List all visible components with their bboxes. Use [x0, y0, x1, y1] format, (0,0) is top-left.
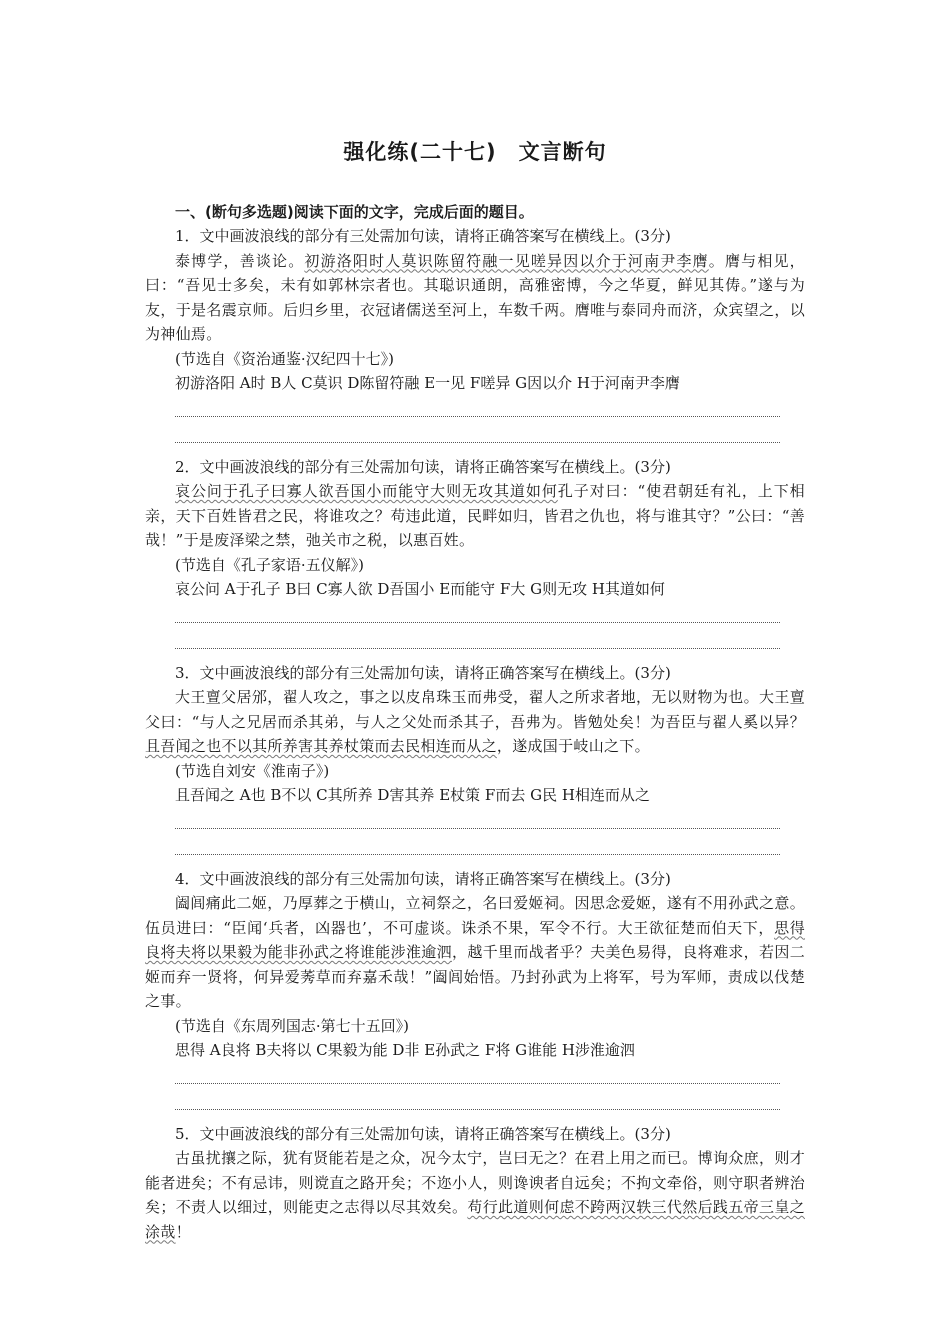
answer-line[interactable] — [175, 1083, 780, 1084]
source-citation: (节选自《东周列国志·第七十五回》) — [175, 1016, 409, 1035]
source-citation: (节选自《孔子家语·五仪解》) — [175, 555, 364, 574]
question-instruction: 3．文中画波浪线的部分有三处需加句读，请将正确答案写在横线上。(3分) — [175, 663, 671, 682]
passage-text: 古虽扰攘之际，犹有贤能若是之众，况今太宁，岂曰无之？在君上用之而已。博询众庶，则才能者进矣；不有忌讳，则谠直之路开矣；不迩小人，则谗谀者自远矣；不拘文牵俗，则守职者辨治矣；不责人以细过，则能吏之志得以尽其效矣。 — [145, 1149, 805, 1216]
question-4 — [145, 867, 805, 1110]
answer-options: 且吾闻之 A也 B不以 C其所养 D害其养 E杖策 F而去 G民 H相连而从之 — [175, 786, 650, 804]
question-2 — [145, 455, 805, 649]
wavy-underlined-text: 苟行此道则何虑不跨两汉轶三代然后践五帝三皇之涂哉 — [145, 1198, 805, 1241]
passage-text: ，越千里而战者乎？夫美色易得，良将难求，若因二姬而弃一贤将，何异爱莠草而弃嘉禾哉！”阖闾始悟。乃封孙武为上将军，号为军师，责成以伐楚之事。 — [145, 943, 805, 1010]
answer-options: 哀公问 A于孔子 B曰 C寡人欲 D吾国小 E而能守 F大 G则无攻 H其道如何 — [175, 580, 665, 598]
source-citation: (节选自刘安《淮南子》) — [175, 761, 330, 780]
passage-text: 大王亶父居邠，翟人攻之，事之以皮帛珠玉而弗受，翟人之所求者地，无以财物为也。大王亶父曰：“与人之兄居而杀其弟，与人之父处而杀其子，吾弗为。皆勉处矣！为吾臣与翟人奚以异？ — [145, 688, 805, 731]
question-instruction: 1．文中画波浪线的部分有三处需加句读，请将正确答案写在横线上。(3分) — [175, 227, 671, 245]
question-instruction: 4．文中画波浪线的部分有三处需加句读，请将正确答案写在横线上。(3分) — [175, 869, 671, 888]
passage-text: ！ — [175, 1222, 191, 1241]
wavy-underlined-text: 哀公问于孔子曰寡人欲吾国小而能守大则无攻其道如何 — [175, 482, 558, 500]
question-3 — [145, 661, 805, 855]
page-title: 强化练(二十七) 文言断句 — [343, 140, 607, 164]
answer-line[interactable] — [175, 622, 780, 623]
exercise-content — [145, 200, 805, 1244]
answer-options: 思得 A良将 B夫将以 C果毅为能 D非 E孙武之 F将 G谁能 H涉淮逾泗 — [175, 1041, 635, 1059]
wavy-underlined-text: 初游洛阳时人莫识陈留符融一见嗟异因以介于河南尹李膺 — [304, 251, 709, 270]
question-1 — [145, 224, 805, 443]
question-passage — [145, 249, 805, 347]
question-passage — [145, 1146, 805, 1244]
answer-line[interactable] — [175, 854, 780, 855]
answer-line[interactable] — [175, 648, 780, 649]
answer-line[interactable] — [175, 416, 780, 417]
question-instruction: 2．文中画波浪线的部分有三处需加句读，请将正确答案写在横线上。(3分) — [175, 457, 671, 476]
source-citation: (节选自《资治通鉴·汉纪四十七》) — [175, 349, 394, 368]
question-passage — [145, 479, 805, 553]
passage-text: 阖闾痛此二姬，乃厚葬之于横山，立祠祭之，名曰爱姬祠。因思念爱姬，遂有不用孙武之意。伍员进曰：“臣闻‘兵者，凶器也’，不可虚谈。诛杀不果，军令不行。大王欲征楚而伯天下， — [145, 894, 805, 937]
passage-text: 泰博学，善谈论。 — [175, 251, 305, 270]
section-heading: 一、(断句多选题)阅读下面的文字，完成后面的题目。 — [175, 203, 534, 221]
question-passage — [145, 891, 805, 1014]
answer-line[interactable] — [175, 442, 780, 443]
question-passage — [145, 685, 805, 759]
passage-text: 孔子对曰：“使君朝廷有礼，上下相亲，天下百姓皆君之民，将谁攻之？苟违此道，民畔如归，皆君之仇也，将与谁其守？”公曰：“善哉！”于是废泽梁之禁，弛关市之税，以惠百姓。 — [145, 482, 805, 549]
passage-text: ，遂成国于岐山之下。 — [496, 737, 650, 755]
wavy-underlined-text: 且吾闻之也不以其所养害其养杖策而去民相连而从之 — [145, 737, 497, 755]
question-instruction: 5．文中画波浪线的部分有三处需加句读，请将正确答案写在横线上。(3分) — [175, 1124, 671, 1143]
answer-line[interactable] — [175, 828, 780, 829]
question-5 — [145, 1122, 805, 1245]
passage-text: 。膺与相见，曰：“吾见士多矣，未有如郭林宗者也。其聪识通朗，高雅密博，今之华夏，鲜见其俦。”遂与为友，于是名震京师。后归乡里，衣冠诸儒送至河上，车数千两。膺唯与泰同舟而济，众宾望之，以为神仙焉。 — [145, 251, 805, 343]
wavy-underlined-text: 思得良将夫将以果毅为能非孙武之将谁能涉淮逾泗 — [145, 918, 806, 961]
answer-options: 初游洛阳 A时 B人 C莫识 D陈留符融 E一见 F嗟异 G因以介 H于河南尹李膺 — [175, 374, 680, 392]
answer-line[interactable] — [175, 1109, 780, 1110]
